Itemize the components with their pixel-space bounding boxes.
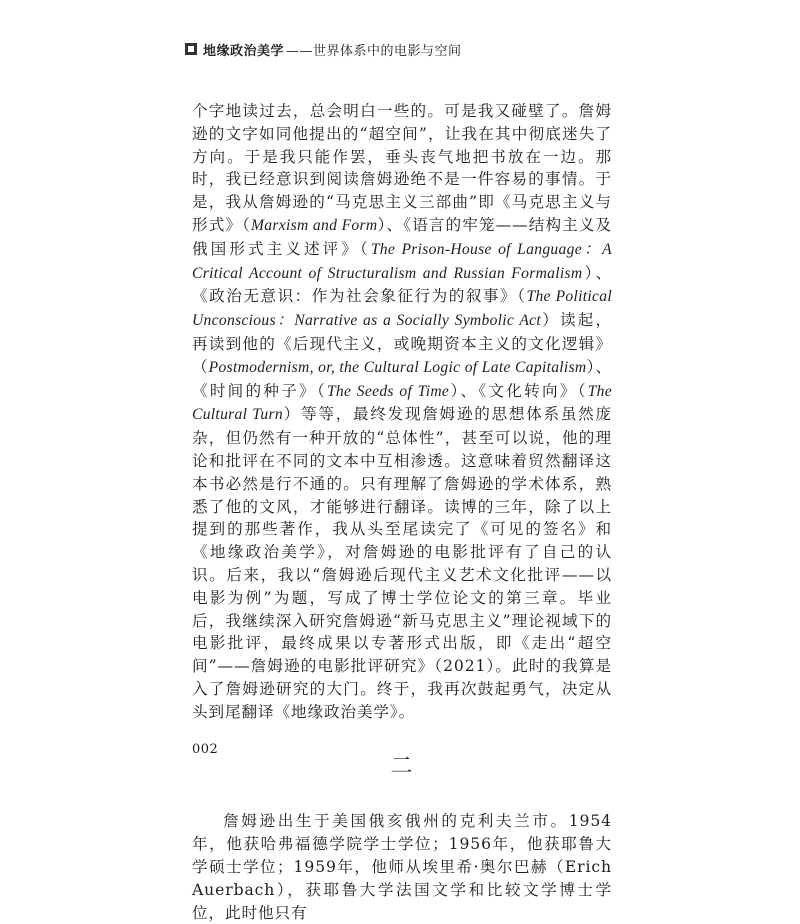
text-run: ）读起，再读到他的《后现代主义，或晚期资本主义的文化逻辑》（ [192,311,613,376]
book-title-en: The Prison-House of Language：A Critical Account of Structuralism and Russian Formalism [192,240,613,282]
text-run: ）、《时间的种子》（ [192,357,612,400]
book-title-en: The Seeds of Time [326,382,450,400]
text-run: ）、《政治无意识：作为社会象征行为的叙事》（ [192,263,612,306]
book-title-en: Postmodernism, or, the Cultural Logic of Late Capitalism [208,358,587,376]
book-title-en: The Political Unconscious：Narrative as a Socially Symbolic Act [192,288,612,330]
header-square-icon [185,43,197,55]
page-number: 002 [192,742,219,757]
paragraph: 詹姆逊出生于美国俄亥俄州的克利夫兰市。1954年，他获哈弗福德学院学士学位；1956年，他获耶鲁大学硕士学位；1959年，他师从埃里希·奥尔巴赫（Erich Auerbach），获耶鲁大学法国文学和比较文学博士学位，此时他只有 [192,812,612,922]
text-run: ）等等，最终发现詹姆逊的思想体系虽然庞杂，但仍然有一种开放的“总体性”，甚至可以说，他的理论和批评在不同的文本中互相渗透。这意味着贸然翻译这本书必然是行不通的。只有理解了詹姆逊的学术体系，熟悉了他的文风，才能够进行翻译。读博的三年，除了以上提到的那些著作，我从头至尾读完了《可见的签名》和《地缘政治美学》，对詹姆逊的电影批评有了自己的认识。后来，我以“詹姆逊后现代主义艺术文化批评——以电影为例”为题，写成了博士学位论文的第三章。毕业后，我继续深入研究詹姆逊“新马克思主义”理论视域下的电影批评，最终成果以专著形式出版，即《走出“超空间”——詹姆逊的电影批评研究》（2021）。此时的我算是入了詹姆逊研究的大门。终于，我再次鼓起勇气，决定从头到尾翻译《地缘政治美学》。 [192,405,612,721]
page-body [192,100,612,924]
paragraph [192,100,612,724]
book-title-en: Marxism and Form [250,216,378,234]
text-run: ）、《文化转向》（ [449,381,588,400]
running-header [185,40,615,58]
header-subtitle: ——世界体系中的电影与空间 [286,43,462,59]
text-run: ）、《语言的牢笼——结构主义及俄国形式主义述评》（ [192,215,613,258]
book-title-en: The Cultural Turn [192,382,612,424]
section-heading: 二 [390,753,414,779]
text-run: 个字地读过去，总会明白一些的。可是我又碰壁了。詹姆逊的文字如同他提出的“超空间”，让我在其中彻底迷失了方向。于是我只能作罢，垂头丧气地把书放在一边。那时，我已经意识到阅读詹姆逊绝不是一件容易的事情。于是，我从詹姆逊的“马克思主义三部曲”即《马克思主义与形式》（ [192,102,612,234]
header-title: 地缘政治美学 [203,43,285,59]
